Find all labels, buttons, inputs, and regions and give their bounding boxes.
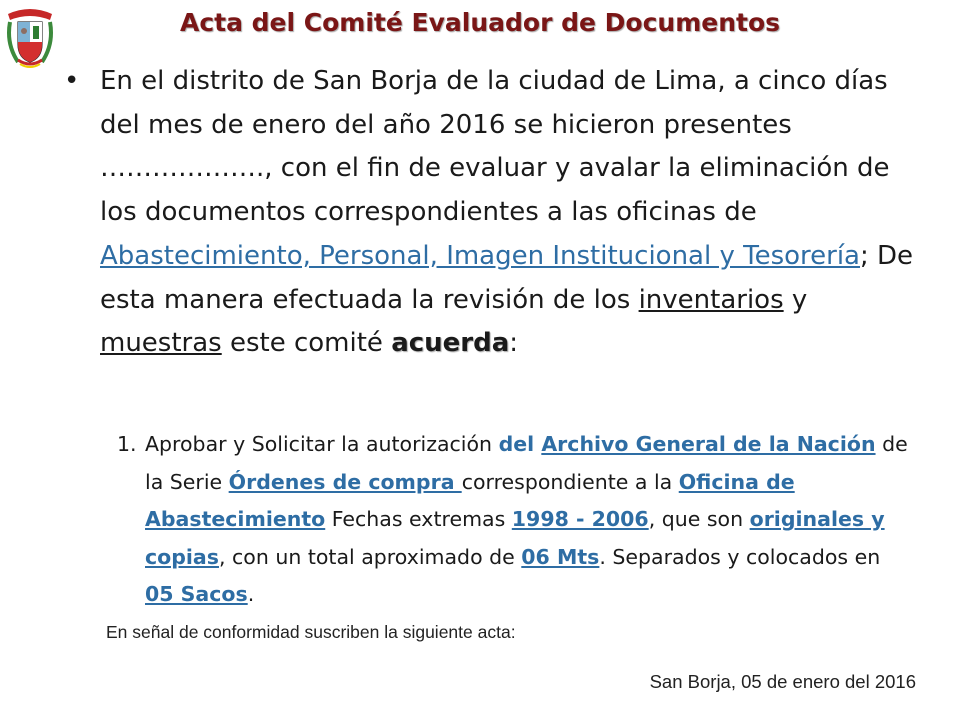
signature-line: En señal de conformidad suscriben la siguiente acta: (106, 622, 516, 642)
originales-link[interactable]: originales y copias (145, 507, 885, 569)
text-segment: , con un total aproximado de (218, 544, 522, 569)
muestras-text: muestras (100, 328, 222, 359)
text-segment: este comité (221, 328, 392, 359)
inventarios-text: inventarios (638, 284, 784, 315)
offices-link[interactable]: Abastecimiento, Personal, Imagen Institucional y Tesorería (100, 240, 860, 271)
date-line: San Borja, 05 de enero del 2016 (649, 671, 916, 692)
text-segment: ; De esta manera efectuada la revisión de los (100, 240, 914, 315)
bullet-paragraph (64, 60, 915, 366)
text-segment: de la Serie (145, 432, 908, 494)
text-segment: Aprobar y Solicitar la autorización (145, 432, 499, 456)
text-segment: : (509, 328, 519, 359)
page-title: Acta del Comité Evaluador de Documentos (179, 8, 781, 37)
text-segment: correspondiente a la (461, 469, 679, 494)
item-number: 1. (117, 432, 137, 456)
text-segment: . Separados y colocados en (599, 544, 881, 569)
numbered-item-1 (117, 426, 915, 614)
acuerda-text: acuerda (391, 328, 510, 359)
text-segment: En el distrito de San Borja de la ciudad de Lima, a cinco días del mes de enero del año 2016 se hicieron presentes ………………., con el fin de evaluar y avalar la eliminación de los documentos correspondientes a las oficinas de (100, 66, 890, 228)
del-text: del (498, 432, 542, 456)
bullet-dot: • (64, 66, 80, 96)
fechas-link[interactable]: 1998 - 2006 (511, 507, 649, 531)
sacos-link[interactable]: 05 Sacos (145, 582, 248, 606)
text-segment: . (247, 582, 255, 606)
mts-link[interactable]: 06 Mts (521, 544, 600, 569)
text-segment: Fechas extremas (325, 507, 512, 531)
archivo-link[interactable]: Archivo General de la Nación (541, 432, 876, 456)
text-segment: y (783, 284, 808, 315)
text-segment: , que son (648, 507, 750, 531)
ordenes-link[interactable]: Órdenes de compra (228, 469, 462, 494)
oficina-link[interactable]: Oficina de Abastecimiento (145, 469, 795, 531)
